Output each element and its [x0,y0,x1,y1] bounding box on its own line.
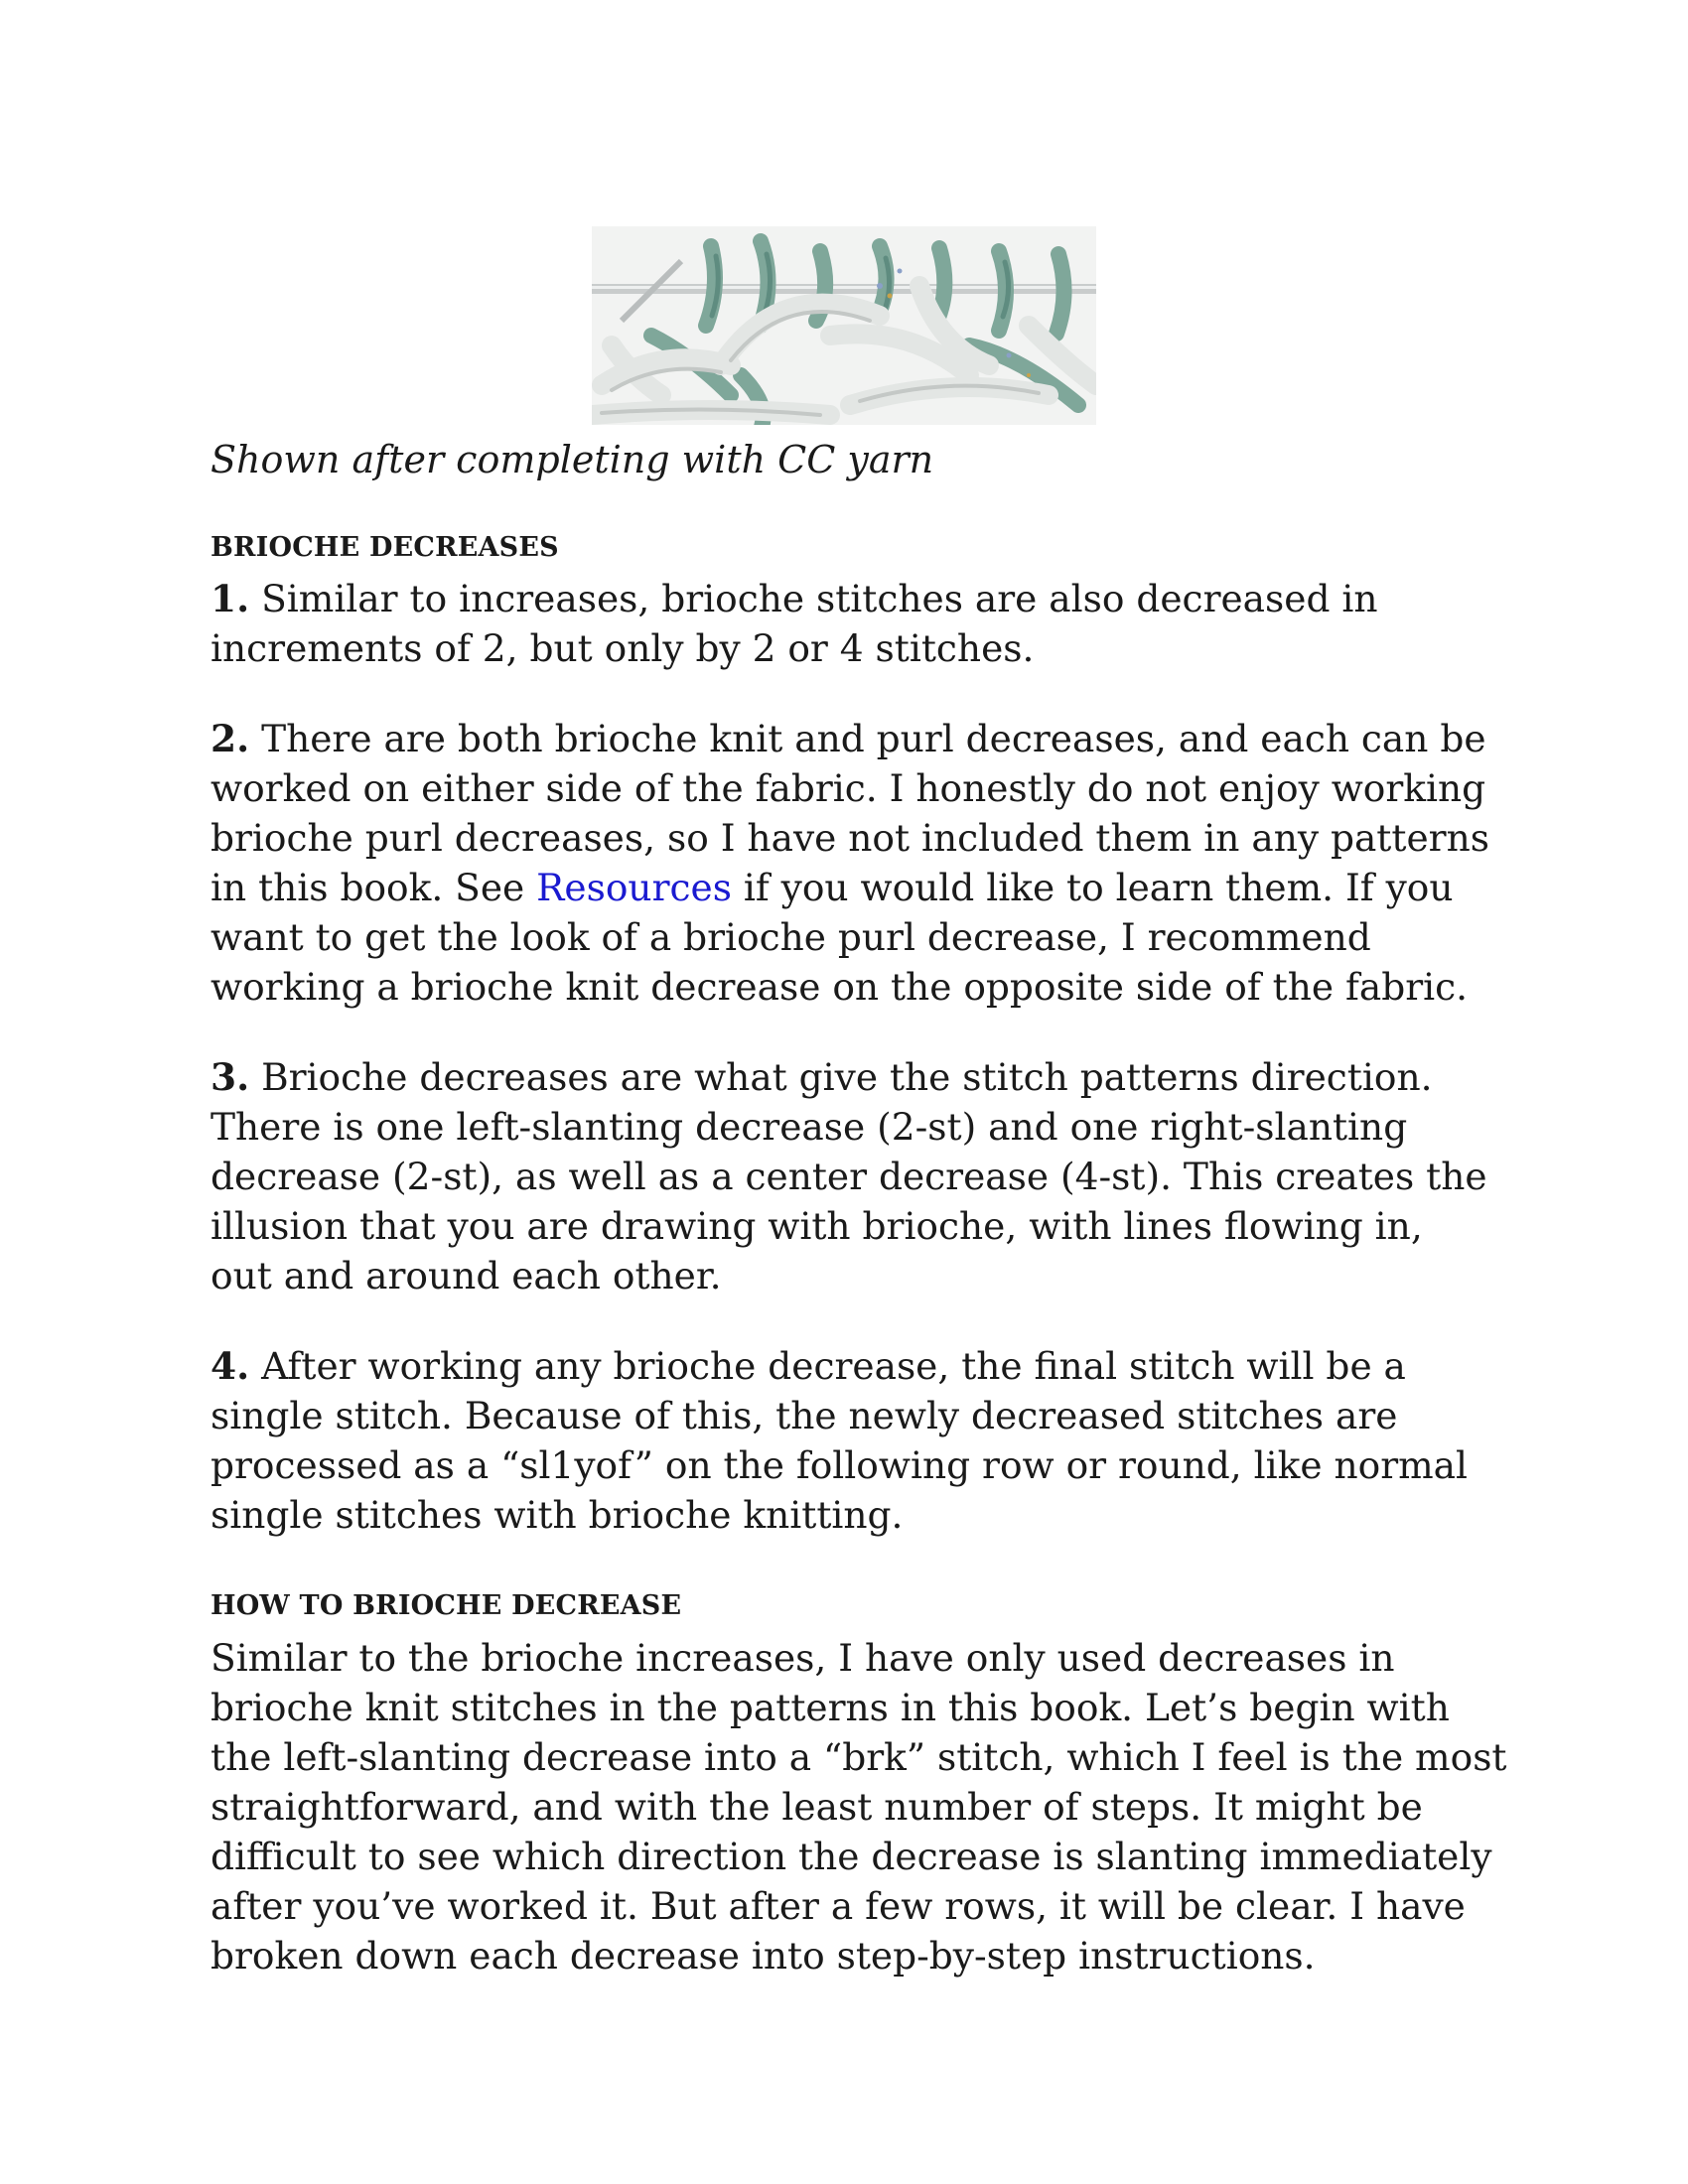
item-text: worked on either side of the fabric. I honestly do not enjoy working [211,766,1486,810]
item-number: 4. [211,1344,250,1388]
item-text: Similar to increases, brioche stitches are also decreased in [249,577,1378,620]
item-number: 2. [211,717,250,760]
list-item [211,714,1501,1012]
figure-caption: Shown after completing with CC yarn [211,438,934,481]
item-text: There are both brioche knit and purl decreases, and each can be [249,717,1486,760]
paragraph-line: the left-slanting decrease into a “brk” stitch, which I feel is the most [211,1735,1507,1779]
section-heading-how-to-brioche-decrease: HOW TO BRIOCHE DECREASE [211,1590,682,1621]
item-text: out and around each other. [211,1254,722,1297]
paragraph-line: Similar to the brioche increases, I have only used decreases in [211,1636,1395,1680]
item-text: single stitch. Because of this, the newly decreased stitches are [211,1394,1398,1437]
item-text: want to get the look of a brioche purl decrease, I recommend [211,915,1371,959]
item-text: in this book. See [211,866,537,909]
paragraph-line: difficult to see which direction the decrease is slanting immediately [211,1835,1492,1878]
paragraph [211,1633,1507,1980]
list-item [211,1052,1501,1300]
section-heading-brioche-decreases: BRIOCHE DECREASES [211,532,559,563]
list-item [211,574,1501,673]
list-item [211,1341,1501,1540]
paragraph-line: brioche knit stitches in the patterns in this book. Let’s begin with [211,1686,1450,1729]
item-text: increments of 2, but only by 2 or 4 stitches. [211,626,1035,670]
paragraph-line: broken down each decrease into step-by-step instructions. [211,1934,1316,1978]
item-text: processed as a “sl1yof” on the following row or round, like normal [211,1443,1469,1487]
resources-link[interactable]: Resources [536,866,732,909]
item-text: working a brioche knit decrease on the opposite side of the fabric. [211,965,1469,1009]
item-text: single stitches with brioche knitting. [211,1493,904,1537]
item-text: illusion that you are drawing with brioche, with lines flowing in, [211,1204,1423,1248]
item-text: After working any brioche decrease, the final stitch will be a [249,1344,1406,1388]
decrease-list [211,574,1501,1540]
how-to-paragraph [211,1633,1507,1980]
paragraph-line: straightforward, and with the least number of steps. It might be [211,1785,1423,1829]
item-text: if you would like to learn them. If you [731,866,1454,909]
item-text: decrease (2-st), as well as a center decrease (4-st). This creates the [211,1155,1487,1198]
item-number: 3. [211,1055,250,1099]
paragraph-line: after you’ve worked it. But after a few rows, it will be clear. I have [211,1884,1466,1928]
item-text: brioche purl decreases, so I have not included them in any patterns [211,816,1489,860]
item-text: There is one left-slanting decrease (2-st) and one right-slanting [211,1105,1408,1149]
knitting-photo [592,226,1096,425]
item-text: Brioche decreases are what give the stitch patterns direction. [249,1055,1433,1099]
item-number: 1. [211,577,250,620]
